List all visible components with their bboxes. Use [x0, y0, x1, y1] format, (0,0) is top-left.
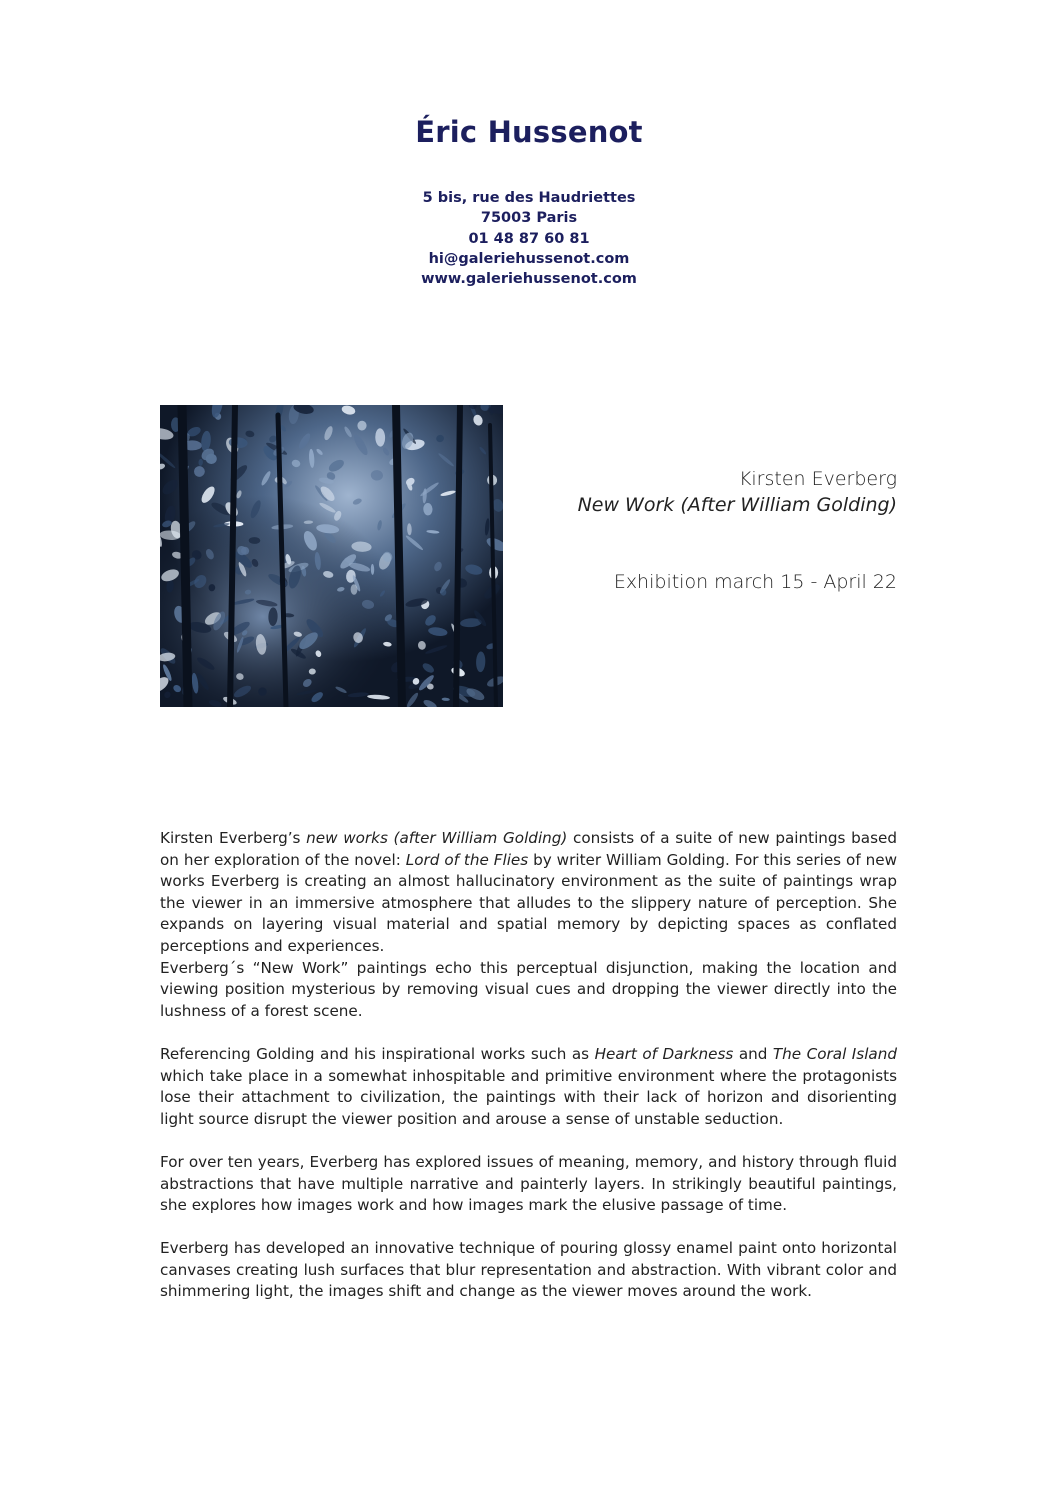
p1-italic-novel: Lord of the Flies — [405, 850, 529, 869]
paragraph-4: For over ten years, Everberg has explored issues of meaning, memory, and history through fluid abstractions that have multiple narrative and painterly layers. In strikingly beautiful paintings, she explores how images work and how images mark the elusive passage of time. — [160, 1152, 897, 1215]
gallery-address — [0, 188, 1058, 289]
p1-text-e: by writer William Golding. For this series of new works Everberg is creating an almost hallucinatory environment as the suite of paintings wrap the viewer in an immersive atmosphere that alludes to the slippery nature of perception. She expands on layering visual material and spatial memory by depicting spaces as conflated perceptions and experiences. — [160, 850, 897, 955]
gallery-name: Éric Hussenot — [415, 115, 643, 149]
p3-italic-coral: The Coral Island — [772, 1044, 897, 1063]
address-website[interactable]: www.galeriehussenot.com — [421, 271, 637, 288]
address-city: 75003 Paris — [480, 210, 578, 227]
paragraph-1 — [160, 828, 897, 958]
artist-name: Kirsten Everberg — [738, 468, 897, 490]
paragraph-5: Everberg has developed an innovative technique of pouring glossy enamel paint onto horizontal canvases creating lush surfaces that blur representation and abstraction. With vibrant color and shimmering light, the images shift and change as the viewer moves around the work. — [160, 1239, 897, 1301]
p3-text-a: Referencing Golding and his inspirational works such as — [160, 1044, 595, 1063]
p1-text-a: Kirsten Everberg’s — [160, 829, 307, 847]
exhibition-title-block — [578, 466, 897, 595]
forest-painting-svg — [160, 405, 503, 707]
exhibition-dates: Exhibition march 15 - April 22 — [613, 571, 897, 593]
p3-text-c: and — [733, 1044, 773, 1063]
press-release-body — [160, 828, 897, 1303]
address-email[interactable]: hi@galeriehussenot.com — [428, 250, 630, 267]
paragraph-3 — [160, 1044, 897, 1130]
work-title: New Work (After William Golding) — [577, 494, 897, 516]
paragraph-2: Everberg´s “New Work” paintings echo this perceptual disjunction, making the location and viewing position mysterious by removing visual cues and dropping the viewer directly into the lushness of a forest scene. — [160, 958, 897, 1020]
p3-italic-heart: Heart of Darkness — [594, 1044, 734, 1063]
forest-painting-image — [160, 405, 503, 707]
address-street: 5 bis, rue des Haudriettes — [422, 190, 636, 206]
address-phone: 01 48 87 60 81 — [468, 230, 590, 247]
gallery-header — [0, 110, 1058, 289]
p3-text-e: which take place in a somewhat inhospitable and primitive environment where the protagonists lose their attachment to civilization, the paintings with their lack of horizon and disorienting light source disrupt the viewer position and arouse a sense of unstable seduction. — [160, 1066, 897, 1128]
p1-text-c: consists of a suite of new paintings based on her exploration of the novel: — [160, 829, 897, 869]
p1-italic-series: new works (after William Golding) — [306, 829, 568, 847]
